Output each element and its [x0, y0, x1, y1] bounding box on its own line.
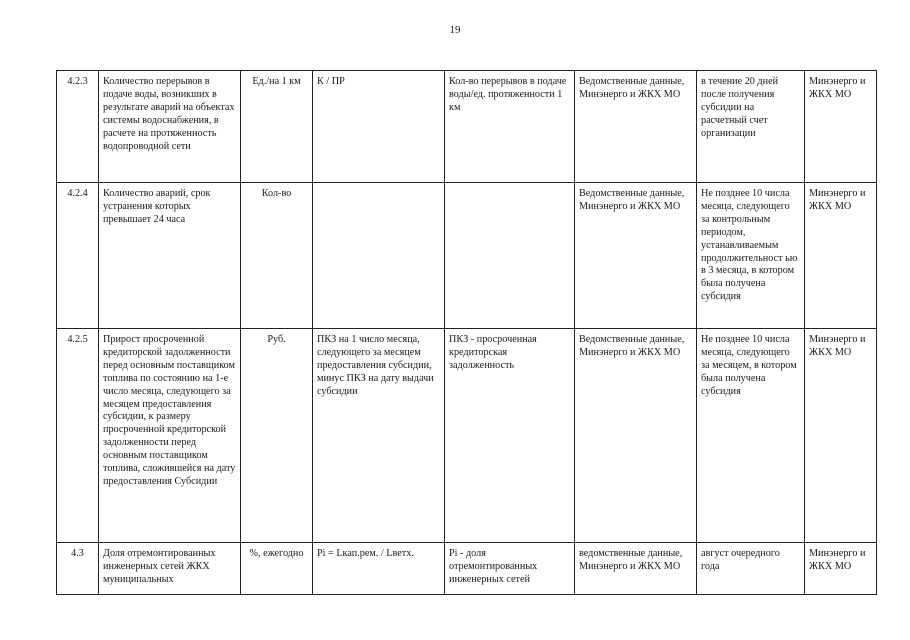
deadline-cell: в течение 20 дней после получения субсидии на расчетный счет организации	[697, 71, 805, 183]
unit-cell: Ед./на 1 км	[241, 71, 313, 183]
unit-cell: Руб.	[241, 329, 313, 543]
source-cell: Ведомственные данные, Минэнерго и ЖКХ МО	[575, 183, 697, 329]
row-number-cell: 4.2.5	[57, 329, 99, 543]
source-cell: Ведомственные данные, Минэнерго и ЖКХ МО	[575, 71, 697, 183]
deadline-cell: Не позднее 10 числа месяца, следующего за контрольным периодом, устанавливаемым продолжительност ью в 3 месяца, в котором была получена субсидия	[697, 183, 805, 329]
responsible-cell: Минэнерго и ЖКХ МО	[805, 543, 877, 595]
source-cell: ведомственные данные, Минэнерго и ЖКХ МО	[575, 543, 697, 595]
indicators-table	[56, 70, 877, 595]
formula-cell: К / ПР	[313, 71, 445, 183]
formula-cell	[313, 183, 445, 329]
table-row	[57, 543, 877, 595]
formula-cell: ПКЗ на 1 число месяца, следующего за месяцем предоставления субсидии, минус ПКЗ на дату выдачи субсидии	[313, 329, 445, 543]
row-number-cell: 4.3	[57, 543, 99, 595]
responsible-cell: Минэнерго и ЖКХ МО	[805, 329, 877, 543]
indicator-name-cell: Количество аварий, срок устранения которых превышает 24 часа	[99, 183, 241, 329]
responsible-cell: Минэнерго и ЖКХ МО	[805, 71, 877, 183]
table-row	[57, 71, 877, 183]
formula-cell: Pi = Lкап.рем. / Lветх.	[313, 543, 445, 595]
legend-cell: Pi - доля отремонтированных инженерных сетей	[445, 543, 575, 595]
row-number-cell: 4.2.3	[57, 71, 99, 183]
page-number: 19	[449, 24, 461, 36]
legend-cell: ПКЗ - просроченная кредиторская задолженность	[445, 329, 575, 543]
indicator-name-cell: Прирост просроченной кредиторской задолженности перед основным поставщиком топлива по состоянию на 1-е число месяца, следующего за месяцем предоставления субсидии, к размеру просроченной кредиторской задолженности перед основным поставщиком топлива, сложившейся на дату предоставления Субсидии	[99, 329, 241, 543]
source-cell: Ведомственные данные, Минэнерго и ЖКХ МО	[575, 329, 697, 543]
legend-cell	[445, 183, 575, 329]
deadline-cell: август очередного года	[697, 543, 805, 595]
table-row	[57, 329, 877, 543]
indicator-name-cell: Количество перерывов в подаче воды, возникших в результате аварий на объектах системы водоснабжения, в расчете на протяженность водопроводной сети	[99, 71, 241, 183]
deadline-cell: Не позднее 10 числа месяца, следующего за месяцем, в котором была получена субсидия	[697, 329, 805, 543]
unit-cell: Кол-во	[241, 183, 313, 329]
responsible-cell: Минэнерго и ЖКХ МО	[805, 183, 877, 329]
row-number-cell: 4.2.4	[57, 183, 99, 329]
indicator-name-cell: Доля отремонтированных инженерных сетей ЖКХ муниципальных	[99, 543, 241, 595]
legend-cell: Кол-во перерывов в подаче воды/ед. протяженности 1 км	[445, 71, 575, 183]
table-row	[57, 183, 877, 329]
unit-cell: %, ежегодно	[241, 543, 313, 595]
